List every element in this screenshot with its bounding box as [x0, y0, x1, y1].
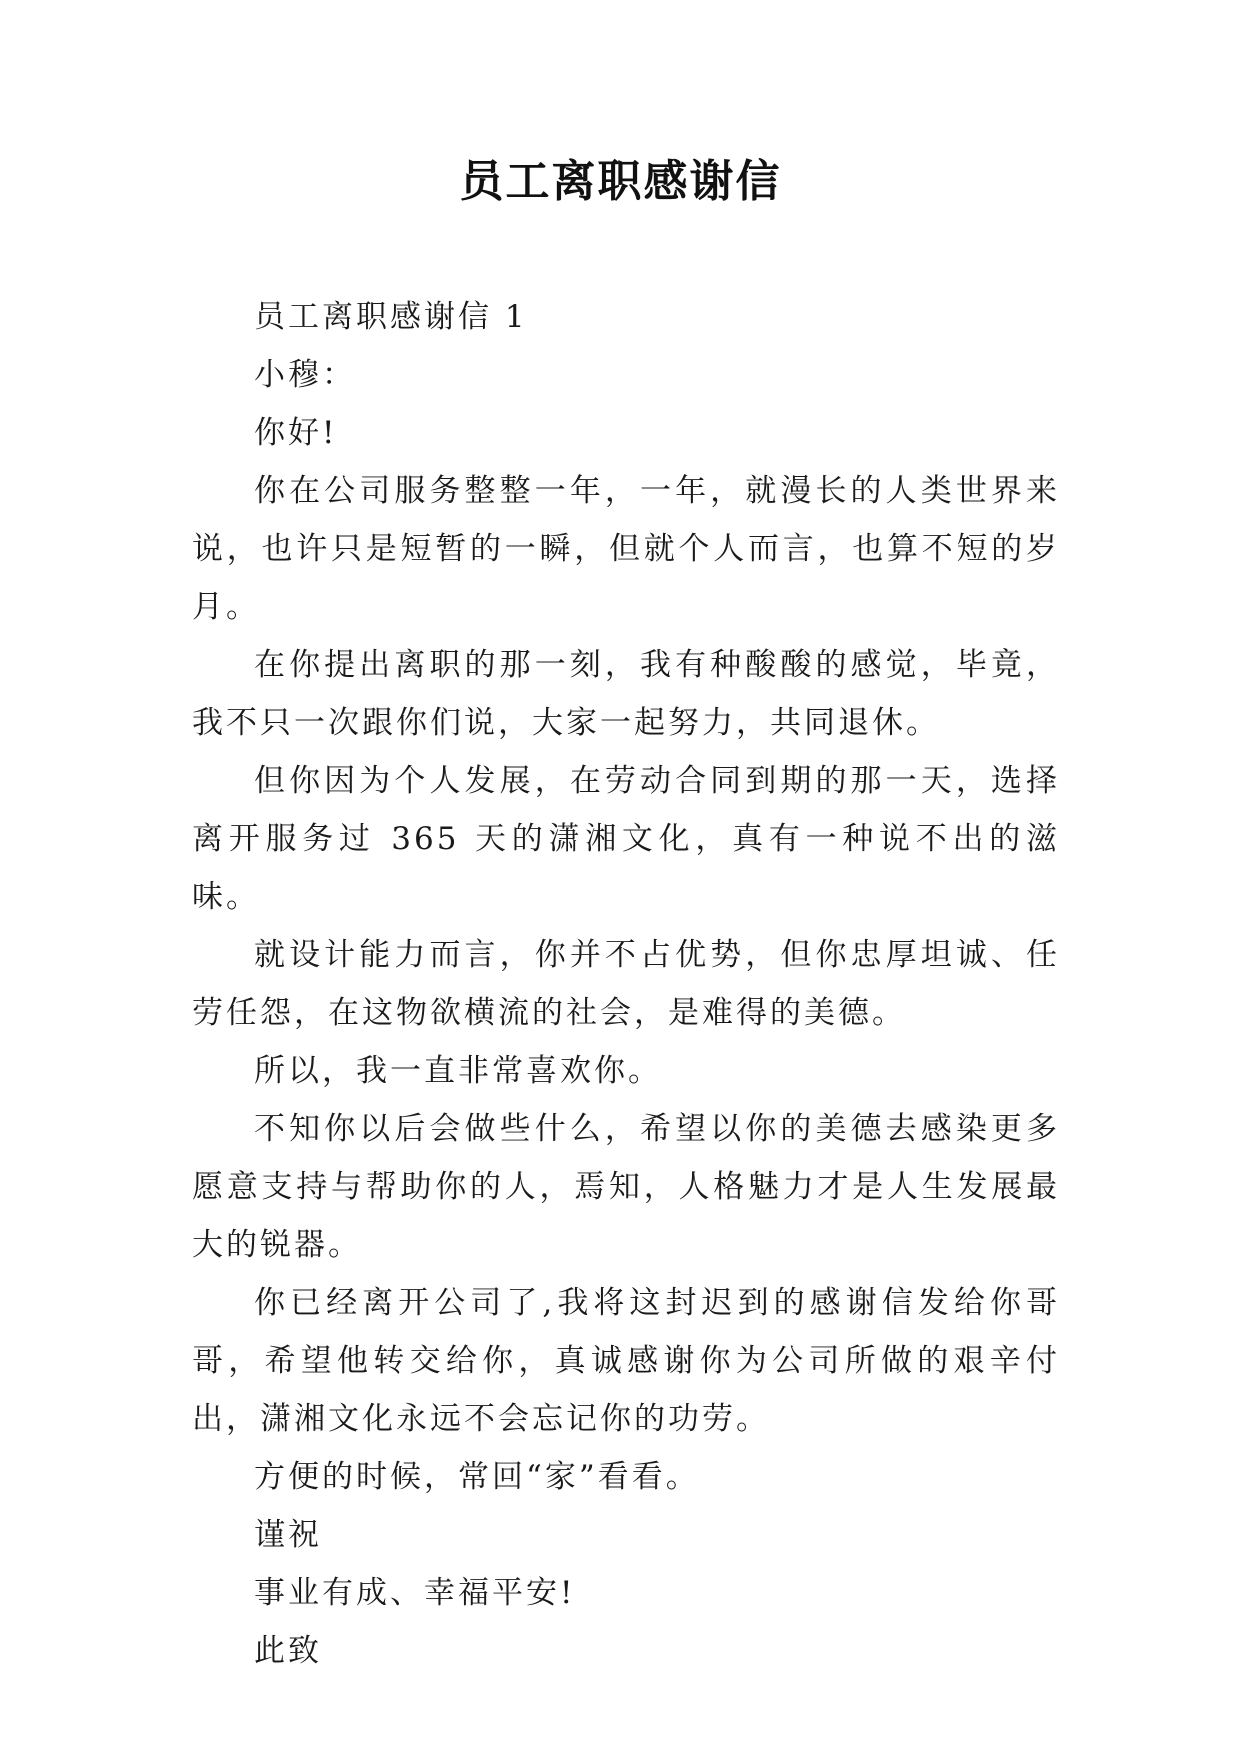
document-title: 员工离职感谢信: [459, 156, 782, 207]
paragraph: 方便的时候，常回“家”看看。: [254, 1459, 700, 1495]
greeting: 你好!: [254, 415, 338, 451]
salutation: 小穆：: [254, 357, 356, 393]
paragraph: 不知你以后会做些什么，希望以你的美德去感染更多愿意支持与帮助你的人，焉知，人格魅力才是人生发展最大的锐器。: [192, 1111, 1060, 1263]
paragraph: 在你提出离职的那一刻，我有种酸酸的感觉，毕竟，我不只一次跟你们说，大家一起努力，共同退休。: [192, 647, 1060, 741]
document-body: [192, 288, 1060, 1680]
paragraph: 就设计能力而言，你并不占优势，但你忠厚坦诚、任劳任怨，在这物欲横流的社会，是难得的美德。: [192, 937, 1060, 1031]
paragraph: 你在公司服务整整一年，一年，就漫长的人类世界来说，也许只是短暂的一瞬，但就个人而言，也算不短的岁月。: [192, 473, 1060, 625]
closing-wish-text: 事业有成、幸福平安!: [254, 1575, 576, 1611]
paragraph: 你已经离开公司了,我将这封迟到的感谢信发给你哥哥，希望他转交给你，真诚感谢你为公司所做的艰辛付出，潇湘文化永远不会忘记你的功劳。: [192, 1285, 1060, 1437]
letter-heading: 员工离职感谢信 1: [254, 299, 528, 335]
paragraph: 但你因为个人发展，在劳动合同到期的那一天，选择离开服务过 365 天的潇湘文化，真有一种说不出的滋味。: [192, 763, 1060, 915]
closing-regards: 此致: [254, 1633, 322, 1669]
closing-wish: 谨祝: [254, 1517, 322, 1553]
paragraph: 所以，我一直非常喜欢你。: [254, 1053, 662, 1089]
